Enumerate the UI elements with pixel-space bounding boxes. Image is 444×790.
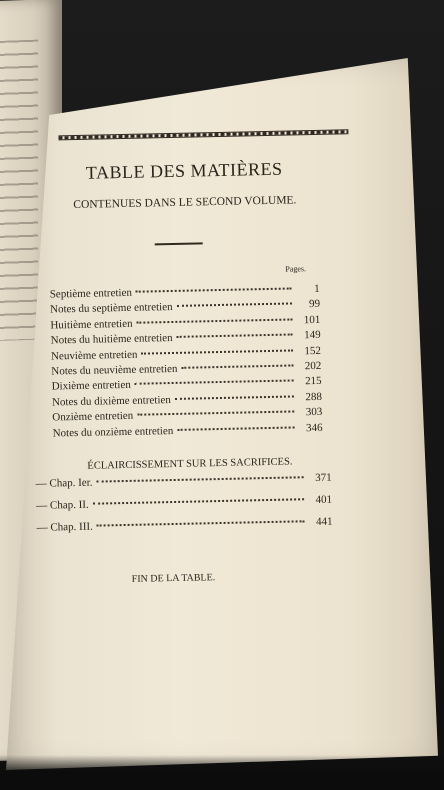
entry-label: Onzième entretien — [52, 409, 134, 424]
decorative-rule — [58, 129, 348, 140]
bottom-shadow — [0, 755, 444, 790]
entry-page: 152 — [304, 344, 322, 357]
entry-label: Notes du neuvième entretien — [51, 362, 178, 378]
dot-leader — [175, 395, 294, 399]
dot-leader — [97, 520, 305, 526]
dot-leader — [137, 411, 294, 416]
entry-label: Notes du septième entretien — [49, 301, 173, 316]
dot-leader — [137, 318, 293, 323]
page-subtitle: CONTENUES DANS LE SECOND VOLUME. — [73, 194, 297, 212]
page-title: TABLE DES MATIÈRES — [85, 158, 283, 183]
dot-leader — [177, 426, 294, 430]
dot-leader — [181, 364, 293, 368]
entry-page: 99 — [308, 298, 321, 311]
dot-leader — [93, 498, 304, 504]
entry-label: Notes du huitième entretien — [50, 332, 173, 347]
pages-column-label: Pages. — [285, 264, 307, 274]
chapter-page: 441 — [315, 515, 333, 529]
dot-leader — [177, 334, 293, 338]
entry-label: Neuvième entretien — [50, 348, 138, 363]
entry-page: 346 — [305, 421, 323, 434]
section-heading: ÉCLAIRCISSEMENT SUR LES SACRIFICES. — [87, 456, 293, 472]
dot-leader — [96, 476, 303, 482]
chapter-label: — Chap. II. — [36, 498, 89, 512]
chapter-label: — Chap. Ier. — [35, 476, 93, 490]
dot-leader — [177, 303, 293, 307]
dot-leader — [141, 349, 293, 354]
table-of-contents — [50, 283, 323, 443]
chapter-page: 371 — [315, 471, 332, 485]
entry-label: Huitième entretien — [50, 317, 133, 332]
entry-label: Septième entretien — [49, 286, 133, 301]
entry-label: Notes du dixième entretien — [51, 393, 171, 409]
entry-page: 149 — [304, 329, 321, 342]
end-of-table: FIN DE LA TABLE. — [131, 572, 216, 585]
entry-page: 215 — [305, 375, 322, 388]
entry-label: Dixième entretien — [51, 379, 131, 393]
entry-page: 288 — [305, 390, 323, 403]
dot-leader — [136, 287, 292, 292]
entry-page: 1 — [314, 282, 320, 296]
entry-page: 202 — [304, 359, 322, 373]
entry-page: 101 — [303, 313, 321, 327]
short-divider — [155, 242, 203, 245]
dot-leader — [135, 380, 294, 385]
chapter-label: — Chap. III. — [36, 520, 93, 534]
entry-page: 303 — [305, 405, 323, 419]
chapter-list — [36, 472, 333, 544]
entry-label: Notes du onzième entretien — [52, 424, 174, 440]
chapter-page: 401 — [315, 493, 333, 507]
